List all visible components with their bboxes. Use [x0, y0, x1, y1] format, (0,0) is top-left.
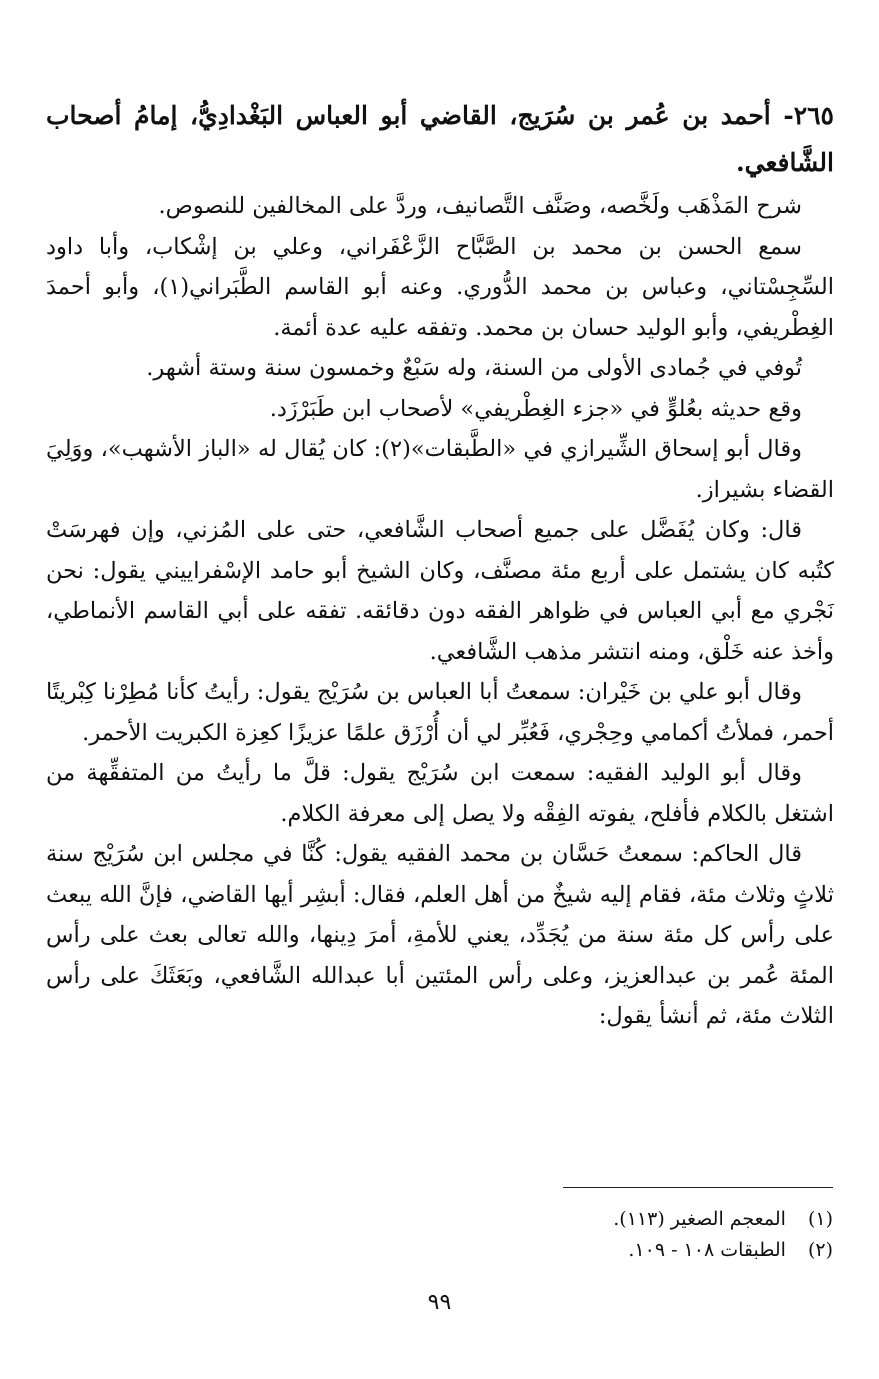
footnote-text: المعجم الصغير (١١٣).	[613, 1208, 786, 1230]
footnotes	[333, 1204, 833, 1266]
footnote-number: (٢)	[807, 1239, 833, 1261]
footnote	[333, 1204, 833, 1235]
paragraph: قال الحاكم: سمعتُ حَسَّان بن محمد الفقيه يقول: كُنَّا في مجلس ابن سُرَيْج سنة ثلاثٍ وثلاث مئة، فقام إليه شيخٌ من أهل العلم، فقال: أبشِر أيها القاضي، فإنَّ الله يبعث على رأس كل مئة سنة من يُجَدِّد، يعني للأمةِ، أمرَ دِينها، والله تعالى بعث على رأس المئة عُمر بن عبدالعزيز، وعلى رأس المئتين أبا عبدالله الشَّافعي، وبَعَثَكَ على رأس الثلاث مئة، ثم أنشأ يقول:	[46, 841, 834, 1029]
paragraph: قال: وكان يُفَضَّل على جميع أصحاب الشَّافعي، حتى على المُزني، وإن فهرسَتْ كتُبه كان يشتمل على أربع مئة مصنَّف، وكان الشيخ أبو حامد الإسْفراييني يقول: نحن نَجْري مع أبي العباس في ظواهر الفقه دون دقائقه. تفقه على أبي القاسم الأنماطي، وأخذ عنه خَلْق، ومنه انتشر مذهب الشَّافعي.	[46, 517, 834, 665]
paragraph: شرح المَذْهَب ولَخَّصه، وصَنَّف التَّصانيف، وردَّ على المخالفين للنصوص.	[158, 193, 802, 219]
paragraph: وقال أبو علي بن خَيْران: سمعتُ أبا العباس بن سُرَيْج يقول: رأيتُ كأنا مُطِرْنا كِبْريتًا أحمر، فملأتُ أكمامي وحِجْري، فَعُبِّر لي أن أُرْزَق علمًا عزيزًا كعِزة الكبريت الأحمر.	[46, 679, 834, 746]
main-text	[46, 92, 834, 1037]
paragraph: وقع حديثه بعُلوٍّ في «جزء الغِطْريفي» لأصحاب ابن طَبَرْزَد.	[269, 395, 802, 422]
paragraph: سمع الحسن بن محمد بن الصَّبَّاح الزَّعْفَراني، وعلي بن إشْكاب، وأبا داود السِّجِسْتاني، وعباس بن محمد الدُّوري. وعنه أبو القاسم الطَّبَراني(١)، وأبو أحمدَ الغِطْريفي، وأبو الوليد حسان بن محمد. وتفقه عليه عدة أئمة.	[46, 233, 835, 341]
paragraph: تُوفي في جُمادى الأولى من السنة، وله سَبْعٌ وخمسون سنة وستة أشهر.	[146, 355, 802, 381]
footnote	[333, 1235, 833, 1266]
footnote-text: الطبقات ١٠٨ - ١٠٩.	[628, 1239, 786, 1261]
entry-heading: ٢٦٥- أحمد بن عُمر بن سُرَيج، القاضي أبو العباس البَغْدادِيُّ، إمامُ أصحاب الشَّافعي.	[46, 101, 834, 177]
footnote-divider	[563, 1187, 833, 1188]
paragraph: وقال أبو إسحاق الشِّيرازي في «الطَّبقات»(٢): كان يُقال له «الباز الأشهب»، ووَلِيَ القضاء بشيراز.	[46, 436, 834, 503]
page-number: ٩٩	[427, 1290, 452, 1315]
paragraph: وقال أبو الوليد الفقيه: سمعت ابن سُرَيْج يقول: قلَّ ما رأيتُ من المتفقِّهة من اشتغل بالكلام فأفلح، يفوته الفِقْه ولا يصل إلى معرفة الكلام.	[46, 760, 834, 827]
footnote-number: (١)	[807, 1208, 833, 1230]
